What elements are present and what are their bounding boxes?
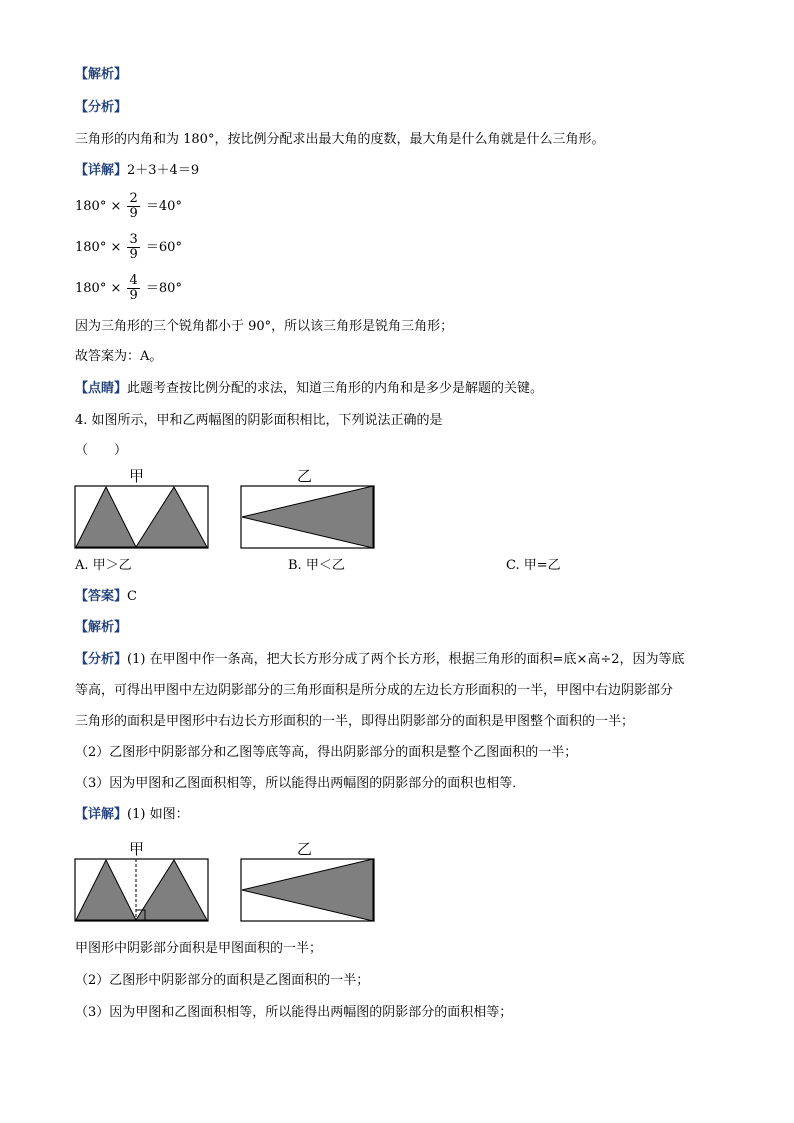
figure-label-jia: 甲	[129, 467, 145, 485]
figure-label-yi: 乙	[297, 467, 313, 485]
answer-tag: 【答案】	[75, 589, 128, 604]
detail-2-tag: 【详解】	[75, 807, 128, 822]
detail-2-text: (1) 如图：	[127, 807, 189, 822]
calc-line-3	[75, 274, 182, 303]
option-a[interactable]: A. 甲＞乙	[75, 558, 132, 573]
result-line-1: 甲图形中阴影部分面积是甲图面积的一半；	[75, 941, 323, 956]
figure-yi	[239, 484, 377, 550]
answer-value: C	[127, 589, 137, 604]
conclusion-text: 因为三角形的三个锐角都小于 90°，所以该三角形是锐角三角形；	[75, 319, 454, 334]
detail-2-line	[75, 806, 189, 824]
fenxi-2-line-2: 等高，可得出甲图中左边阴影部分的三角形面积是所分成的左边长方形面积的一半，甲图中右边阴影部分	[75, 683, 674, 698]
section-fenxi-heading: 【分析】	[75, 100, 128, 115]
option-c[interactable]: C. 甲=乙	[506, 558, 561, 573]
fenxi-2-line-1	[75, 651, 685, 669]
result-line-2: （2）乙图形中阴影部分的面积是乙图面积的一半；	[75, 973, 370, 988]
fraction: $\frac{3}{9}$	[129, 232, 138, 262]
fraction: $\frac{2}{9}$	[129, 191, 138, 221]
option-b[interactable]: B. 甲＜乙	[288, 558, 345, 573]
comment-text: 此题考查按比例分配的求法，知道三角形的内角和是多少是解题的关键。	[127, 381, 544, 396]
fenxi-2-line-4: （2）乙图形中阴影部分和乙图等底等高，得出阴影部分的面积是整个乙图面积的一半；	[75, 745, 578, 760]
analysis-text: 三角形的内角和为 180°，按比例分配求出最大角的度数，最大角是什么角就是什么三角形。	[75, 132, 605, 147]
answer-line-2	[75, 588, 137, 606]
comment-tag: 【点睛】	[75, 381, 128, 396]
figure-label-yi-2: 乙	[297, 840, 313, 858]
answer-line: 故答案为：A。	[75, 349, 163, 364]
result-line-3: （3）因为甲图和乙图面积相等，所以能得出两幅图的阴影部分的面积相等；	[75, 1005, 513, 1020]
figure-label-jia-2: 甲	[129, 840, 145, 858]
section-analysis-heading-2: 【解析】	[75, 620, 128, 635]
calc-line-1	[75, 192, 182, 221]
comment-line	[75, 380, 543, 398]
calc-result: ＝40°	[145, 199, 182, 214]
section-analysis-heading: 【解析】	[75, 67, 128, 82]
calc-line-2	[75, 233, 182, 262]
figure-yi-2	[239, 857, 377, 923]
detail-line	[75, 162, 199, 180]
calc-prefix: 180° ×	[75, 199, 122, 214]
detail-text: 2＋3＋4＝9	[127, 163, 200, 178]
fenxi-2-line-5: （3）因为甲图和乙图面积相等，所以能得出两幅图的阴影部分的面积也相等．	[75, 776, 526, 791]
figure-jia	[73, 484, 211, 550]
fenxi-2-text: (1) 在甲图中作一条高，把大长方形分成了两个长方形，根据三角形的面积=底×高÷2，因为等底	[127, 652, 685, 667]
question-bracket: （ ）	[75, 443, 128, 458]
question-text: 4. 如图所示，甲和乙两幅图的阴影面积相比，下列说法正确的是	[75, 413, 443, 428]
calc-result: ＝80°	[145, 281, 182, 296]
fenxi-2-line-3: 三角形的面积是甲图形中右边长方形面积的一半，即得出阴影部分的面积是甲图整个面积的一半；	[75, 714, 635, 729]
calc-result: ＝60°	[145, 240, 182, 255]
calc-prefix: 180° ×	[75, 240, 122, 255]
figure-jia-with-height	[73, 857, 211, 923]
fenxi-2-tag: 【分析】	[75, 652, 128, 667]
calc-prefix: 180° ×	[75, 281, 122, 296]
fraction: $\frac{4}{9}$	[129, 273, 138, 303]
detail-tag: 【详解】	[75, 163, 128, 178]
